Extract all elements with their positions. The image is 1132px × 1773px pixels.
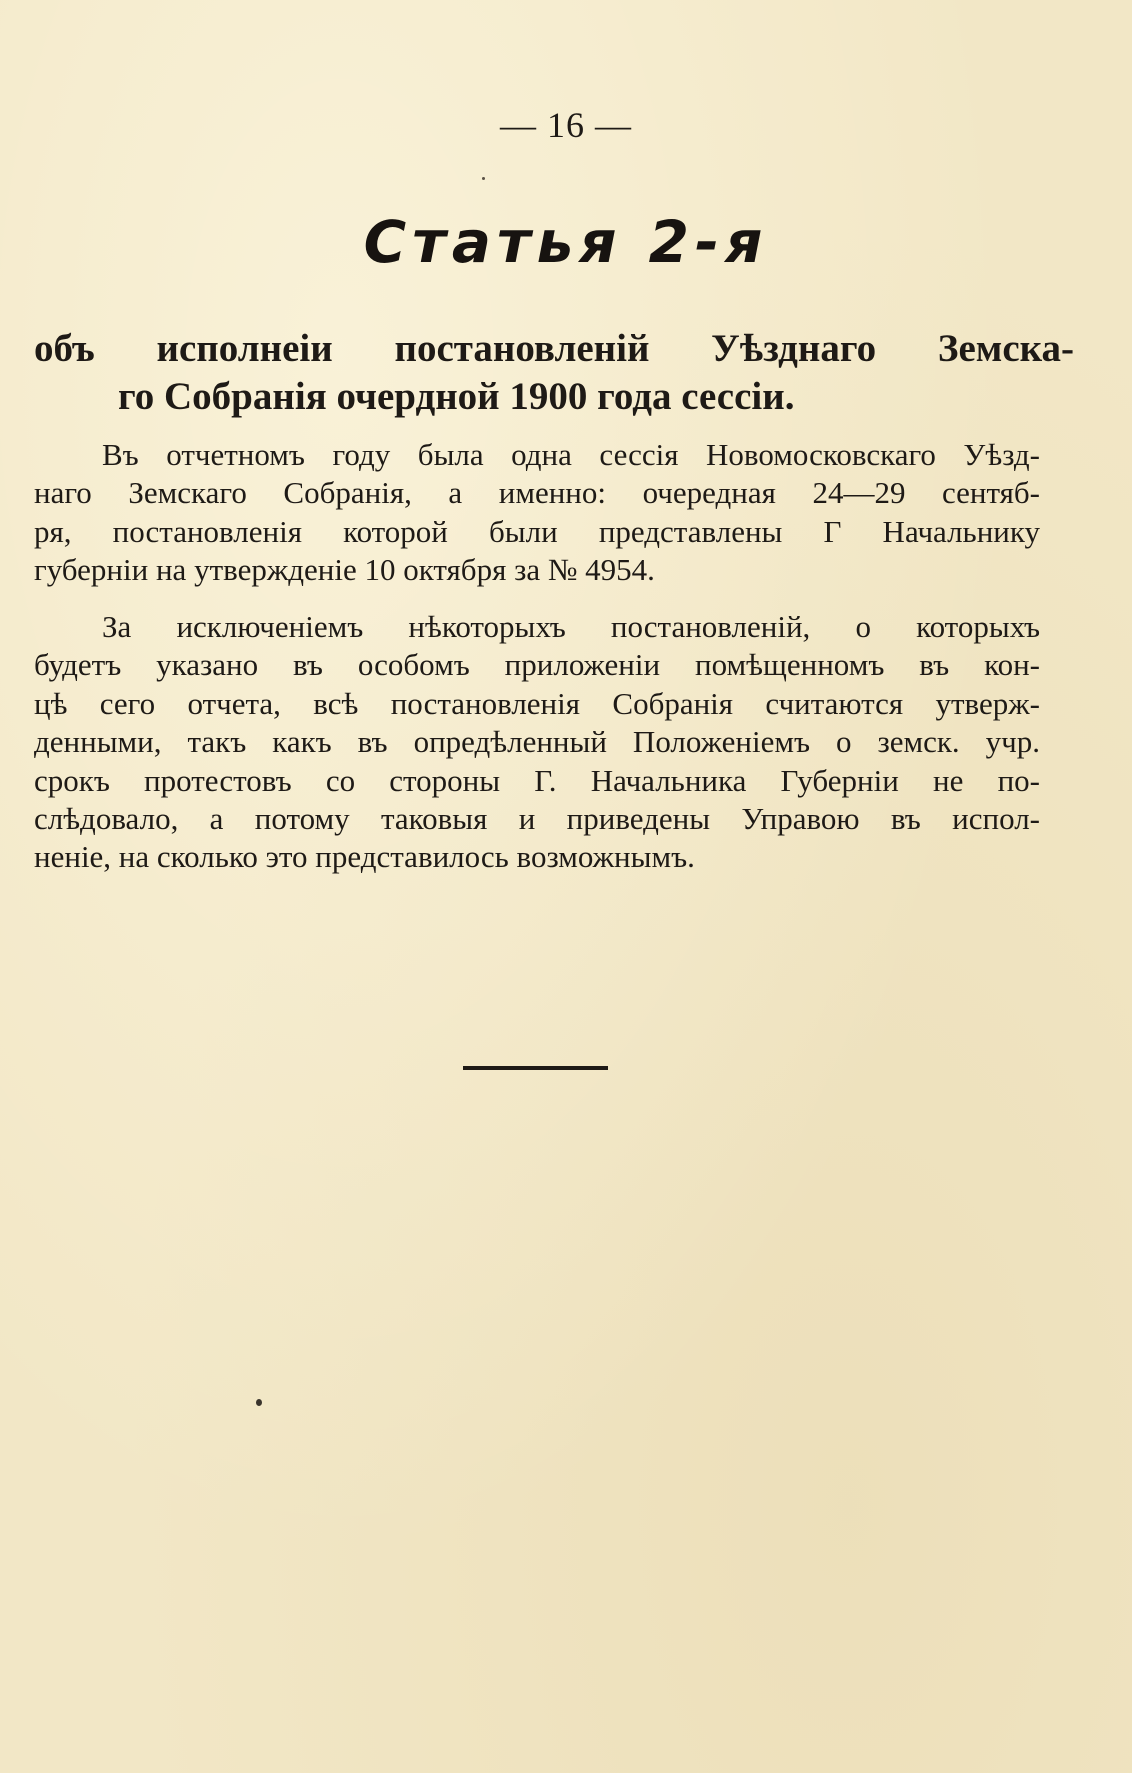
paragraph-line: денными, такъ какъ въ опредѣленный Положеніемъ о земск. учр. xyxy=(34,724,1040,760)
paragraph-line: срокъ протестовъ со стороны Г. Начальника Губерніи не по- xyxy=(34,762,1040,798)
paragraph-line: будетъ указано въ особомъ приложеніи помѣщенномъ въ кон- xyxy=(34,647,1040,683)
paragraph-1 xyxy=(34,436,1040,590)
article-subtitle-line-2: го Собранія очердной 1900 года сессіи. xyxy=(118,375,795,418)
paragraph-line: слѣдовало, а потому таковыя и приведены Управою въ испол- xyxy=(34,801,1040,837)
paragraph-line: Въ отчетномъ году была одна сессія Новомосковскаго Уѣзд- xyxy=(102,437,1040,472)
ink-speck xyxy=(256,1399,262,1406)
paragraph-2 xyxy=(34,608,1040,877)
paragraph-line: наго Земскаго Собранія, а именно: очередная 24—29 сентяб- xyxy=(34,475,1040,511)
article-title: Статья 2-я xyxy=(363,208,769,276)
paragraph-line: За исключеніемъ нѣкоторыхъ постановленій, о которыхъ xyxy=(102,609,1040,644)
paragraph-line: цѣ сего отчета, всѣ постановленія Собранія считаются утверж- xyxy=(34,685,1040,721)
article-subtitle-line-1: объ исполнеіи постановленій Уѣзднаго Земска- xyxy=(34,327,1074,370)
ink-speck xyxy=(482,177,485,180)
section-divider-rule xyxy=(463,1066,608,1070)
paragraph-line: губерніи на утвержденіе 10 октября за № 4954. xyxy=(34,552,655,588)
page-number: — 16 — xyxy=(500,105,632,145)
paragraph-line: ря, постановленія которой были представлены Г Начальнику xyxy=(34,513,1040,549)
paragraph-line: неніе, на сколько это представилось возможнымъ. xyxy=(34,839,695,875)
